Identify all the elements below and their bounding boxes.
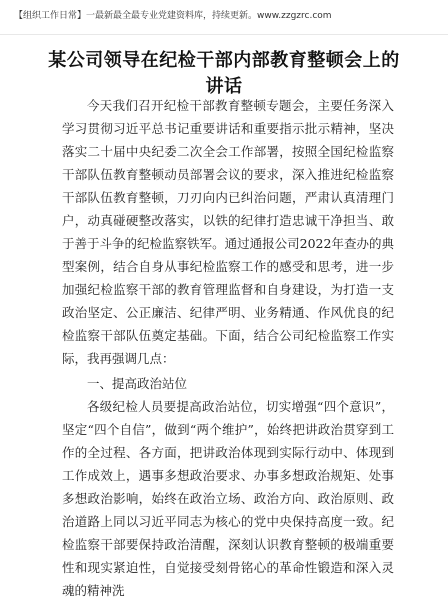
document-title: 某公司领导在纪检干部内部教育整顿会上的讲话 (48, 50, 400, 97)
section-heading: 一、提高政治站位 (87, 376, 188, 391)
header-divider (0, 34, 448, 35)
document-body (62, 94, 394, 602)
intro-paragraph: 今天我们召开纪检干部教育整顿专题会，主要任务深入学习贯彻习近平总书记重要讲话和重要指示批示精神，坚决落实二十届中央纪委二次全会工作部署，按照全国纪检监察干部队伍教育整顿动员部署会议的要求，深入推进纪检监察干部队伍教育整顿，刀刃向内已纠治问题，严肃认真清理门户，动真碰硬整改落实，以铁的纪律打造忠诚干净担当、敢于善于斗争的纪检监察铁军。通过通报公司2022年查办的典型案例，结合自身从事纪检监察工作的感受和思考，进一步加强纪检监察干部的教育管理监督和自身建设，为打造一支政治坚定、公正廉洁、纪律严明、业务精通、作风优良的纪检监察干部队伍奠定基础。下面，结合公司纪检监察工作实际，我再强调几点： (62, 98, 394, 366)
section-paragraph: 各级纪检人员要提高政治站位，切实增强“四个意识”，坚定“四个自信”，做到“两个维护”，始终把讲政治贯穿到工作的全过程、各方面，把讲政治体现到实际行动中、体现到工作成效上，遇事多想政治要求、办事多想政治规矩、处事多想政治影响，始终在政治立场、政治方向、政治原则、政治道路上同以习近平同志为核心的党中央保持高度一致。纪检监察干部要保持政治清醒，深刻认识教育整顿的极端重要性和现实紧迫性，自觉接受刻骨铭心的革命性锻造和深入灵魂的精神洗 (62, 399, 394, 598)
page-header: 【组织工作日常】一最新最全最专业党建资料库，持续更新。www.zzgzrc.com (14, 11, 332, 21)
